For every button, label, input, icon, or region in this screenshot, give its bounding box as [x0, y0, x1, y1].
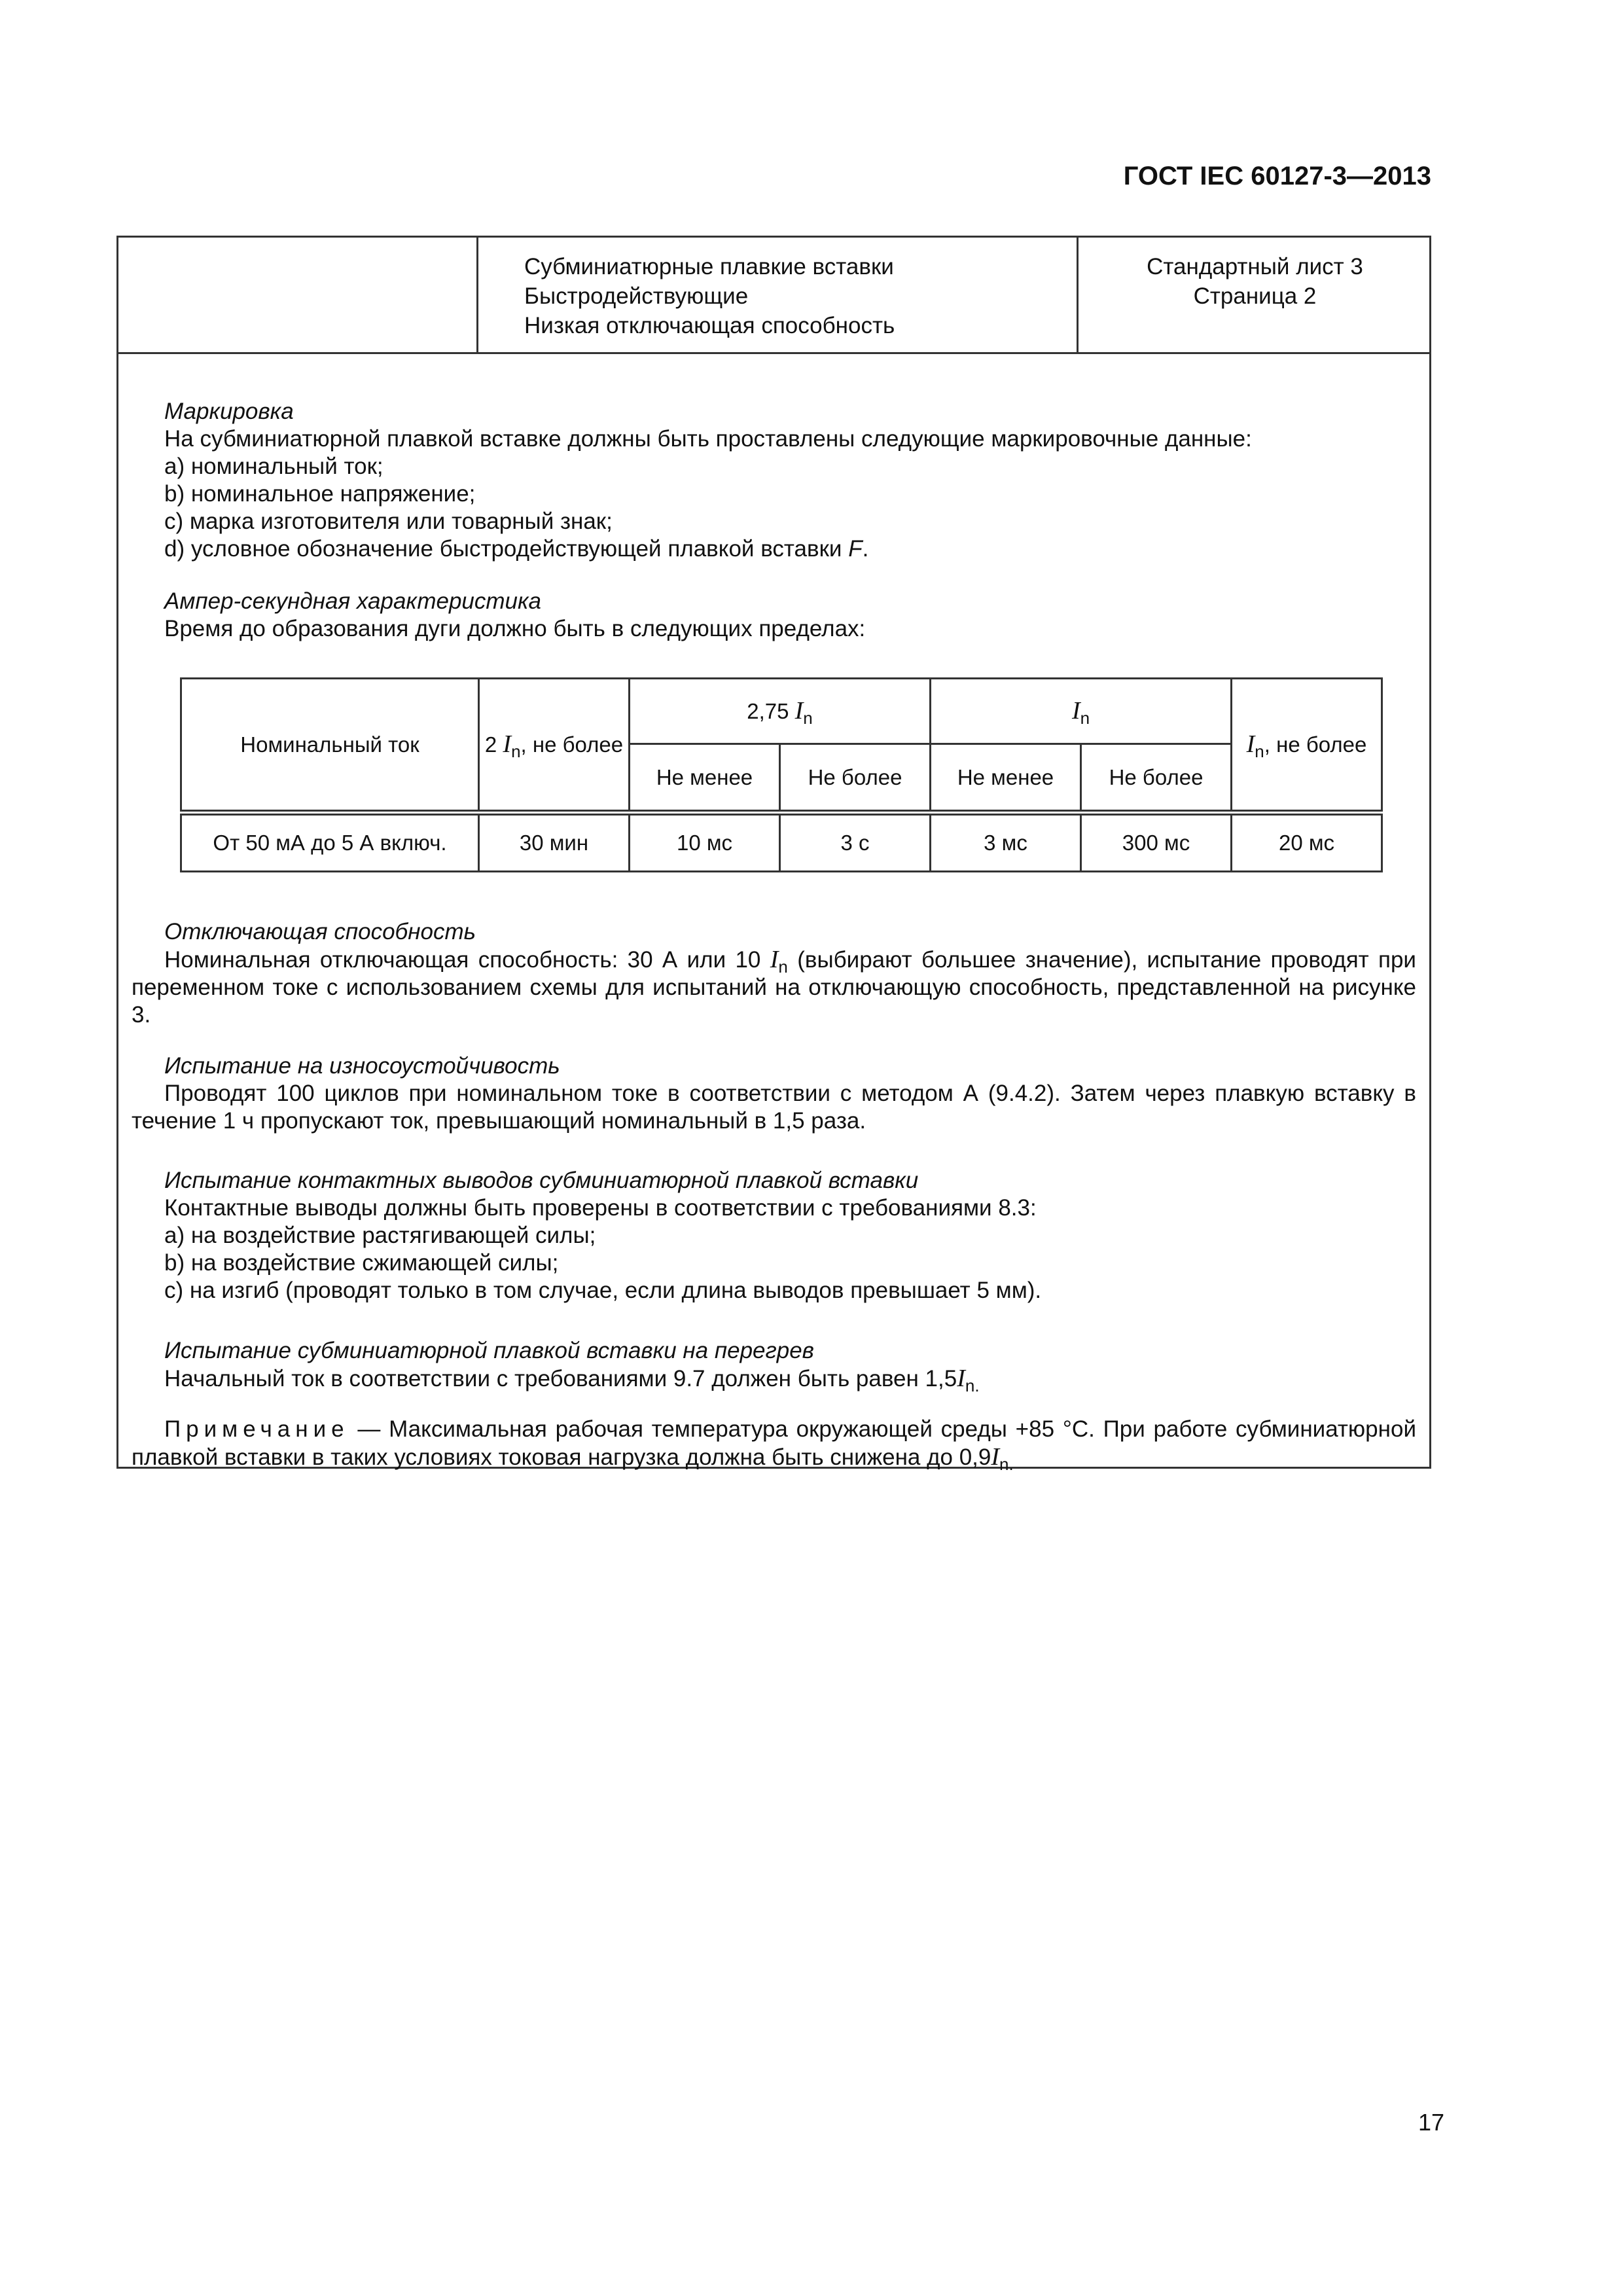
breaking-text-part1: Номинальная отключающая способность: 30 А или 10 — [164, 947, 770, 973]
marking-intro: На субминиатюрной плавкой вставке должны быть проставлены следующие маркировочные данные: — [164, 426, 1252, 452]
cell-2in: 30 мин — [479, 813, 630, 872]
terminals-item-a: a) на воздействие растягивающей силы; — [164, 1223, 596, 1248]
subheader-275-max: Не более — [780, 744, 931, 813]
endurance-section — [164, 1052, 1416, 1080]
ampere-second-intro: Время до образования дуги должно быть в следующих пределах: — [164, 616, 866, 641]
cell-rated-current: От 50 мА до 5 А включ. — [181, 813, 479, 872]
sheet-number-cell — [1080, 238, 1429, 367]
breaking-text — [132, 946, 1416, 1029]
current-subscript: n — [511, 742, 521, 761]
breaking-section — [164, 918, 1416, 946]
title-line-2: Быстродействующие — [524, 283, 749, 309]
current-symbol: I — [957, 1365, 965, 1392]
current-symbol: I — [991, 1443, 1000, 1471]
marking-item-d-end: . — [862, 536, 869, 562]
note-text — [132, 1416, 1416, 1474]
header-275-prefix: 2,75 — [747, 699, 795, 723]
title-line-1: Субминиатюрные плавкие вставки — [524, 254, 894, 279]
subheader-in-max: Не более — [1081, 744, 1232, 813]
note-subscript: n. — [999, 1454, 1014, 1474]
cell-275-max: 3 с — [780, 813, 931, 872]
overheat-section — [164, 1337, 1416, 1393]
header-in — [931, 679, 1232, 744]
marking-item-a: a) номинальный ток; — [164, 454, 383, 479]
endurance-heading: Испытание на износоустойчивость — [164, 1053, 560, 1079]
title-line-3: Низкая отключающая способность — [524, 313, 895, 338]
overheat-subscript: n. — [965, 1376, 980, 1395]
time-current-table — [180, 677, 1383, 872]
sheet-title-cell — [478, 238, 1079, 352]
marking-section — [164, 398, 1416, 563]
cell-in-min: 3 мс — [931, 813, 1081, 872]
overheat-heading: Испытание субминиатюрной плавкой вставки на перегрев — [164, 1338, 814, 1363]
marking-item-b: b) номинальное напряжение; — [164, 481, 476, 507]
terminals-heading: Испытание контактных выводов субминиатюрной плавкой вставки — [164, 1168, 919, 1193]
current-symbol: I — [1071, 697, 1080, 725]
header-275in — [630, 679, 931, 744]
subheader-275-min: Не менее — [630, 744, 780, 813]
subheader-in-min: Не менее — [931, 744, 1081, 813]
terminals-item-c: c) на изгиб (проводят только в том случае, если длина выводов превышает 5 мм). — [164, 1278, 1042, 1303]
marking-heading: Маркировка — [164, 399, 294, 424]
current-symbol: I — [1246, 730, 1255, 758]
endurance-text: Проводят 100 циклов при номинальном токе в соответствии с методом А (9.4.2). Затем через плавкую вставку в течение 1 ч пропускают ток, превышающий номинальный в 1,5 раза. — [132, 1081, 1416, 1134]
table-row — [181, 813, 1382, 872]
header-in-max-suffix: , не более — [1264, 732, 1367, 757]
note-text-part1: — Максимальная рабочая температура окружающей среды +85 °С. При работе субминиатюрной плавкой вставки в таких условиях токовая нагрузка должна быть снижена до 0,9 — [132, 1416, 1416, 1470]
current-subscript: n — [803, 708, 813, 728]
document-code: ГОСТ IEC 60127-3—2013 — [1123, 162, 1431, 190]
cell-275-min: 10 мс — [630, 813, 780, 872]
header-empty-cell — [118, 238, 478, 352]
header-2in — [479, 679, 630, 813]
header-rated-current: Номинальный ток — [181, 679, 479, 813]
sheet-header-row — [118, 238, 1429, 354]
ampere-second-heading: Ампер-секундная характеристика — [164, 588, 542, 614]
marking-item-d — [164, 535, 1416, 563]
terminals-intro: Контактные выводы должны быть проверены в соответствии с требованиями 8.3: — [164, 1195, 1037, 1221]
header-2in-prefix: 2 — [484, 732, 503, 757]
table-header-row — [181, 679, 1382, 744]
current-subscript: n — [1080, 708, 1090, 728]
current-symbol: I — [770, 946, 779, 973]
breaking-text-part2: (выбирают большее значение), испытание проводят при переменном токе с использованием схемы для испытаний на отключающую способность, представленной на рисунке 3. — [132, 947, 1416, 1028]
ampere-second-section — [164, 588, 1416, 643]
header-in-max — [1232, 679, 1382, 813]
breaking-heading: Отключающая способность — [164, 919, 476, 944]
marking-item-d-text: d) условное обозначение быстродействующей плавкой вставки — [164, 536, 849, 562]
fast-acting-symbol: F — [848, 536, 863, 562]
note-label: Примечание — [164, 1416, 349, 1442]
standard-sheet-frame — [116, 236, 1431, 1474]
cell-in-max: 300 мс — [1081, 813, 1232, 872]
current-symbol: I — [794, 697, 804, 725]
current-subscript: n — [778, 957, 788, 977]
sheet-label: Стандартный лист 3 — [1147, 254, 1363, 279]
marking-item-c: c) марка изготовителя или товарный знак; — [164, 509, 613, 534]
header-2in-suffix: , не более — [520, 732, 624, 757]
page-number: 17 — [1418, 2109, 1445, 2136]
overheat-text-part1: Начальный ток в соответствии с требованиями 9.7 должен быть равен 1,5 — [164, 1366, 957, 1391]
page-label: Страница 2 — [1193, 283, 1317, 309]
cell-in-max-limit: 20 мс — [1232, 813, 1382, 872]
current-symbol: I — [503, 730, 512, 758]
overheat-text — [164, 1365, 1416, 1393]
terminals-section — [164, 1167, 1416, 1304]
current-subscript: n — [1255, 742, 1264, 761]
terminals-item-b: b) на воздействие сжимающей силы; — [164, 1250, 559, 1276]
